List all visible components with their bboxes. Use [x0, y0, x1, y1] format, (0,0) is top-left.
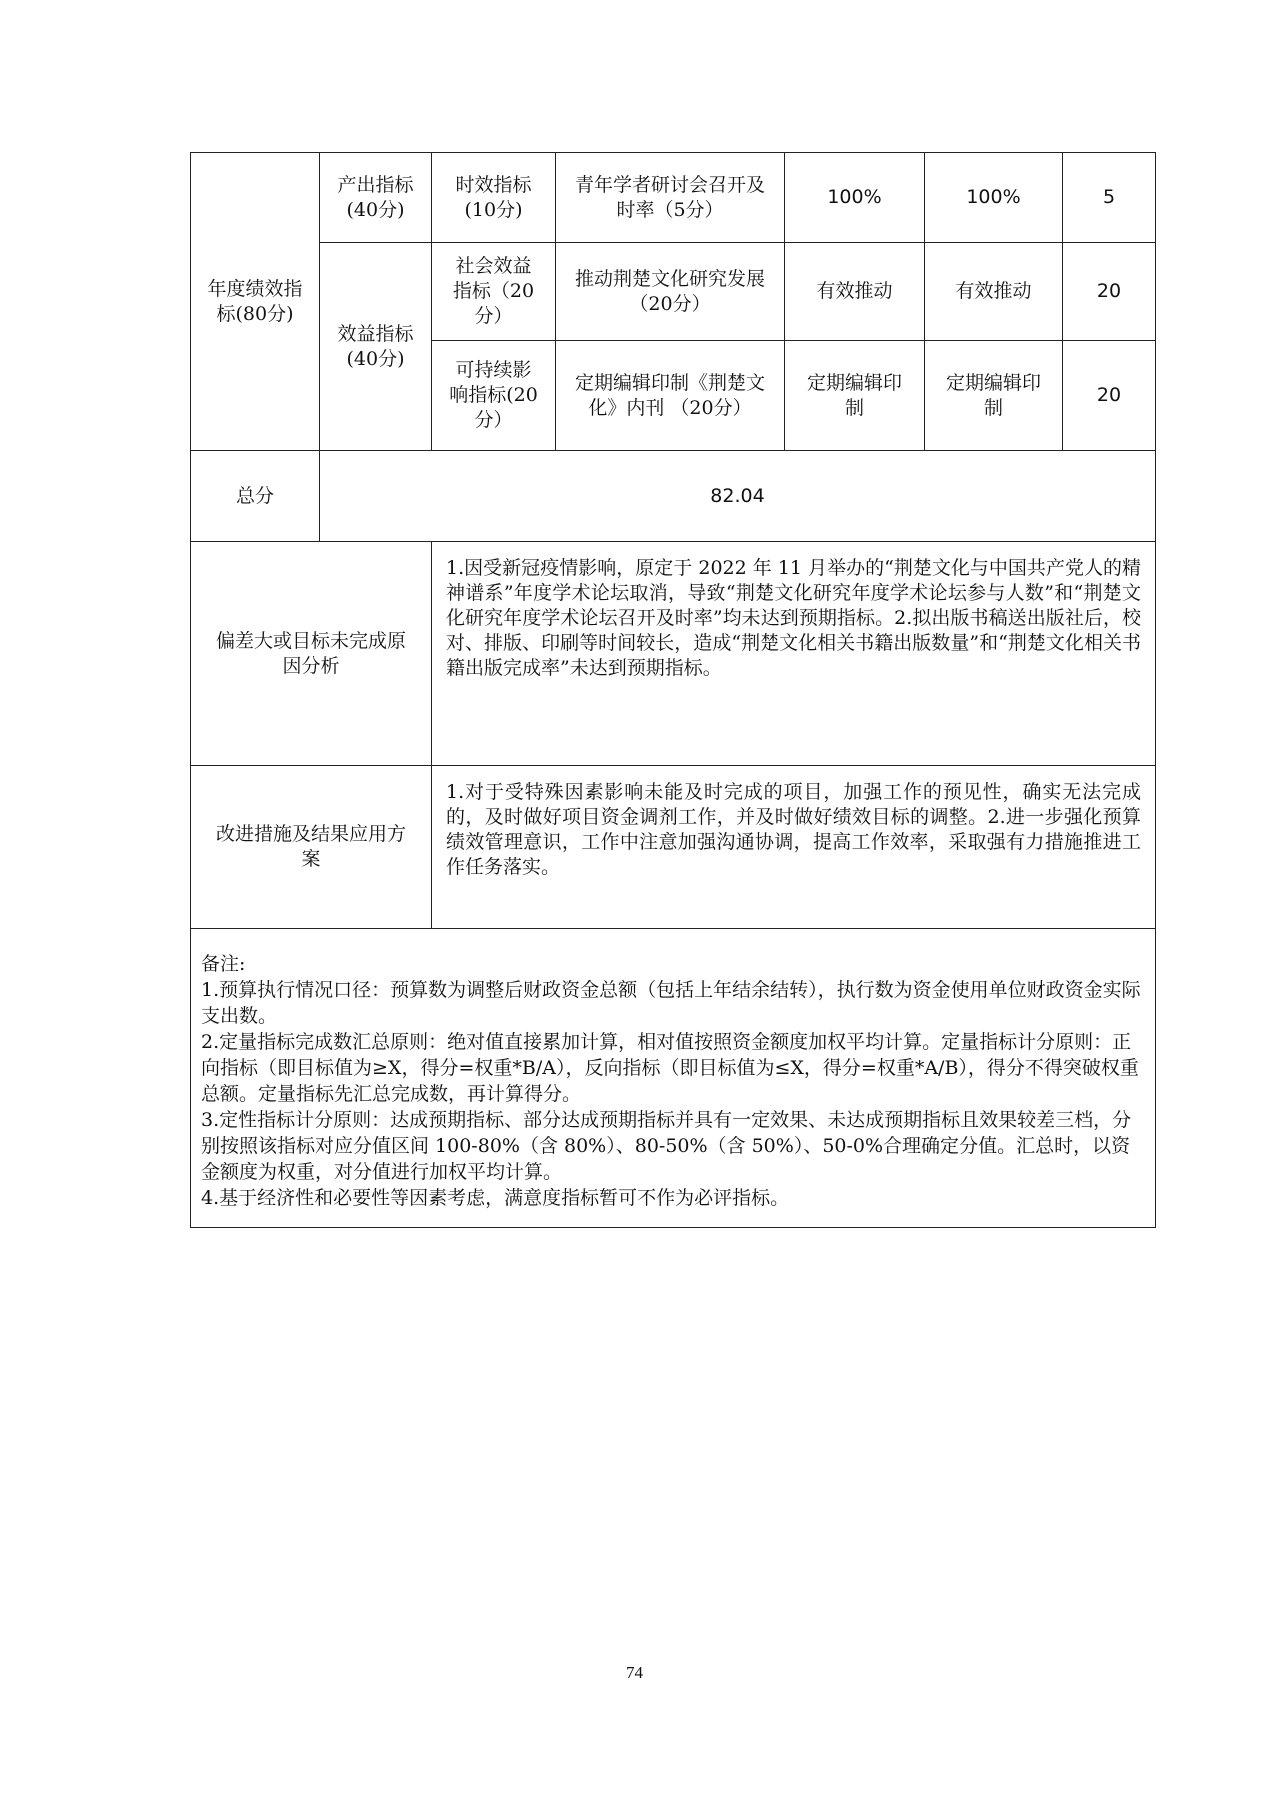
page-number: 74 [626, 1663, 643, 1682]
output-target: 100% [785, 153, 925, 243]
table-row [191, 451, 1156, 542]
output-score: 5 [1063, 153, 1156, 243]
benefit-category: 效益指标(40分) [320, 243, 432, 451]
deviation-label: 偏差大或目标未完成原因分析 [191, 542, 432, 766]
deviation-text: 1.因受新冠疫情影响，原定于 2022 年 11 月举办的“荆楚文化与中国共产党人的精神谱系”年度学术论坛取消，导致“荆楚文化研究年度学术论坛参与人数”和“荆楚文化研究年度学术论坛召开及时率”均未达到预期指标。2.拟出版书稿送出版社后，校对、排版、印刷等时间较长，造成“荆楚文化相关书籍出版数量”和“荆楚文化相关书籍出版完成率”未达到预期指标。 [432, 542, 1156, 766]
table-row [191, 542, 1156, 766]
table-row [191, 153, 1156, 243]
improve-text: 1.对于受特殊因素影响未能及时完成的项目，加强工作的预见性，确实无法完成的，及时做好项目资金调剂工作，并及时做好绩效目标的调整。2.进一步强化预算绩效管理意识，工作中注意加强沟通协调，提高工作效率，采取强有力措施推进工作任务落实。 [432, 766, 1156, 929]
benefit-target: 有效推动 [785, 243, 925, 341]
sustain-sub-indicator: 可持续影响指标(20分） [432, 341, 556, 451]
sustain-item: 定期编辑印制《荆楚文化》内刊 （20分） [556, 341, 785, 451]
total-value: 82.04 [320, 451, 1156, 542]
output-actual: 100% [925, 153, 1063, 243]
note-item-1: 1.预算执行情况口径：预算数为调整后财政资金总额（包括上年结余结转），执行数为资金使用单位财政资金实际支出数。 [201, 979, 1141, 1027]
benefit-actual: 有效推动 [925, 243, 1063, 341]
benefit-score: 20 [1063, 243, 1156, 341]
note-item-3: 3.定性指标计分原则：达成预期指标、部分达成预期指标并具有一定效果、未达成预期指标且效果较差三档，分别按照该指标对应分值区间 100-80%（含 80%）、80-50%（含 50%）、50-0%合理确定分值。汇总时，以资金额度为权重，对分值进行加权平均计算。 [201, 1109, 1132, 1183]
sustain-actual: 定期编辑印制 [925, 341, 1063, 451]
notes-cell [191, 929, 1156, 1228]
note-item-4: 4.基于经济性和必要性等因素考虑，满意度指标暂可不作为必评指标。 [201, 1187, 790, 1209]
output-sub-indicator: 时效指标(10分) [432, 153, 556, 243]
performance-table [190, 152, 1156, 1228]
improve-label: 改进措施及结果应用方案 [191, 766, 432, 929]
output-category: 产出指标(40分) [320, 153, 432, 243]
annual-indicator-label: 年度绩效指标(80分) [191, 153, 320, 451]
note-item-2: 2.定量指标完成数汇总原则：绝对值直接累加计算，相对值按照资金额度加权平均计算。定量指标计分原则：正向指标（即目标值为≥X，得分=权重*B/A），反向指标（即目标值为≤X，得分=权重*A/B），得分不得突破权重总额。定量指标先汇总完成数，再计算得分。 [201, 1031, 1139, 1105]
output-item: 青年学者研讨会召开及时率（5分） [556, 153, 785, 243]
performance-table-container [190, 152, 1155, 1228]
notes-title: 备注: [201, 953, 246, 975]
table-row [191, 243, 1156, 341]
table-row [191, 929, 1156, 1228]
total-label: 总分 [191, 451, 320, 542]
benefit-sub-indicator: 社会效益指标（20分） [432, 243, 556, 341]
table-row [191, 766, 1156, 929]
benefit-item: 推动荆楚文化研究发展（20分） [556, 243, 785, 341]
sustain-score: 20 [1063, 341, 1156, 451]
sustain-target: 定期编辑印制 [785, 341, 925, 451]
